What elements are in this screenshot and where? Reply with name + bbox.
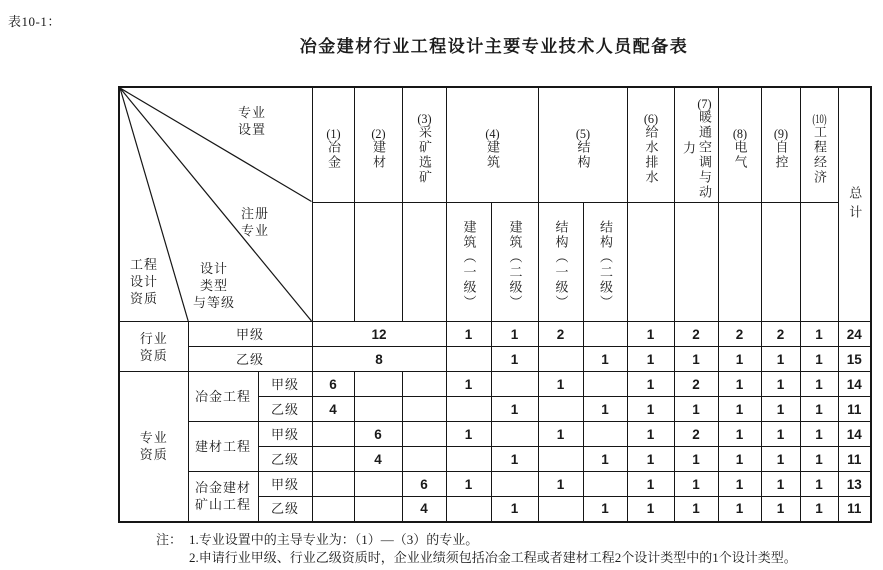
data-cell: 1 bbox=[627, 422, 674, 447]
grade-cell: 甲级 bbox=[188, 322, 312, 347]
data-cell: 1 bbox=[761, 397, 800, 422]
data-cell bbox=[538, 497, 583, 522]
data-cell: 1 bbox=[446, 422, 491, 447]
data-cell: 1 bbox=[718, 347, 761, 372]
footnote-item: 1.专业设置中的主导专业为：（1）—（3）的专业。 bbox=[189, 532, 479, 547]
data-cell: 1 bbox=[627, 372, 674, 397]
empty-header-cell bbox=[800, 203, 838, 322]
grade-cell: 甲级 bbox=[258, 372, 312, 397]
data-cell: 1 bbox=[800, 497, 838, 522]
data-cell: 1 bbox=[491, 347, 538, 372]
data-cell: 1 bbox=[718, 497, 761, 522]
data-cell: 1 bbox=[627, 447, 674, 472]
column-header-automation: (9)自控 bbox=[761, 87, 800, 203]
column-header-building-materials: (2)建材 bbox=[354, 87, 402, 203]
personnel-allocation-table bbox=[118, 86, 872, 523]
column-header-water-supply-drainage: (6)给水排水 bbox=[627, 87, 674, 203]
empty-header-cell bbox=[718, 203, 761, 322]
data-cell: 1 bbox=[800, 422, 838, 447]
grade-cell: 乙级 bbox=[258, 397, 312, 422]
data-cell: 1 bbox=[674, 397, 718, 422]
data-cell: 2 bbox=[674, 322, 718, 347]
subcolumn-header-architecture-grade2: 建筑（二级） bbox=[491, 203, 538, 322]
data-cell bbox=[491, 372, 538, 397]
data-cell bbox=[402, 422, 446, 447]
corner-label-design-type-grade: 设计 类型 与等级 bbox=[192, 261, 235, 310]
data-cell bbox=[354, 372, 402, 397]
data-cell: 6 bbox=[402, 472, 446, 497]
subcolumn-header-structure-grade1: 结构（一级） bbox=[538, 203, 583, 322]
column-header-engineering-economics: (10)工程经济 bbox=[800, 87, 838, 203]
grade-cell: 甲级 bbox=[258, 422, 312, 447]
total-cell: 24 bbox=[838, 322, 871, 347]
data-cell: 1 bbox=[718, 472, 761, 497]
data-cell: 1 bbox=[446, 372, 491, 397]
data-cell bbox=[538, 447, 583, 472]
design-type-mine-engineering: 冶金建材 矿山工程 bbox=[188, 472, 258, 522]
data-cell: 1 bbox=[538, 372, 583, 397]
row-group-professional-qualification: 专业 资质 bbox=[119, 372, 188, 522]
corner-diagonal-cell bbox=[119, 87, 312, 322]
data-cell: 1 bbox=[491, 447, 538, 472]
data-cell: 1 bbox=[761, 422, 800, 447]
data-cell: 1 bbox=[761, 497, 800, 522]
data-cell bbox=[446, 447, 491, 472]
data-cell bbox=[446, 397, 491, 422]
data-cell: 6 bbox=[354, 422, 402, 447]
data-cell: 2 bbox=[538, 322, 583, 347]
data-cell: 1 bbox=[674, 447, 718, 472]
data-cell: 4 bbox=[402, 497, 446, 522]
data-cell bbox=[491, 472, 538, 497]
corner-label-specialty-setup: 专业 设置 bbox=[237, 105, 266, 137]
data-cell: 1 bbox=[583, 497, 627, 522]
data-cell bbox=[446, 347, 491, 372]
grade-cell: 乙级 bbox=[258, 497, 312, 522]
data-cell bbox=[354, 397, 402, 422]
data-cell: 1 bbox=[627, 322, 674, 347]
data-cell: 1 bbox=[718, 372, 761, 397]
data-cell bbox=[402, 447, 446, 472]
data-cell: 1 bbox=[761, 347, 800, 372]
data-cell: 1 bbox=[627, 472, 674, 497]
corner-label-registered-specialty: 注册 专业 bbox=[240, 206, 269, 238]
data-cell: 1 bbox=[761, 447, 800, 472]
data-cell: 1 bbox=[718, 422, 761, 447]
page-title: 冶金建材行业工程设计主要专业技术人员配备表 bbox=[299, 37, 689, 56]
data-cell bbox=[402, 397, 446, 422]
data-cell: 1 bbox=[491, 397, 538, 422]
grade-cell: 乙级 bbox=[188, 347, 312, 372]
data-cell bbox=[312, 472, 354, 497]
footnote-item: 2.申请行业甲级、行业乙级资质时，企业业绩须包括冶金工程或者建材工程2个设计类型中的1个设计类型。 bbox=[189, 550, 797, 565]
data-cell: 1 bbox=[800, 397, 838, 422]
data-cell: 1 bbox=[800, 322, 838, 347]
data-cell: 2 bbox=[674, 372, 718, 397]
data-cell bbox=[491, 422, 538, 447]
column-header-total: 总计 bbox=[838, 87, 871, 322]
total-cell: 14 bbox=[838, 372, 871, 397]
data-cell bbox=[583, 322, 627, 347]
total-cell: 11 bbox=[838, 397, 871, 422]
data-cell: 4 bbox=[312, 397, 354, 422]
total-cell: 14 bbox=[838, 422, 871, 447]
data-cell bbox=[354, 472, 402, 497]
data-cell: 1 bbox=[583, 397, 627, 422]
data-cell: 1 bbox=[674, 497, 718, 522]
column-header-structure: (5)结构 bbox=[538, 87, 627, 203]
data-cell: 1 bbox=[446, 472, 491, 497]
data-cell-merged: 12 bbox=[312, 322, 446, 347]
column-header-electrical: (8)电气 bbox=[718, 87, 761, 203]
data-cell bbox=[583, 372, 627, 397]
data-cell: 1 bbox=[674, 472, 718, 497]
grade-cell: 乙级 bbox=[258, 447, 312, 472]
data-cell: 6 bbox=[312, 372, 354, 397]
empty-header-cell bbox=[354, 203, 402, 322]
data-cell bbox=[583, 472, 627, 497]
data-cell: 2 bbox=[761, 322, 800, 347]
total-cell: 13 bbox=[838, 472, 871, 497]
data-cell: 1 bbox=[491, 322, 538, 347]
data-cell: 1 bbox=[446, 322, 491, 347]
column-header-mining: (3)采矿选矿 bbox=[402, 87, 446, 203]
empty-header-cell bbox=[402, 203, 446, 322]
data-cell: 1 bbox=[491, 497, 538, 522]
data-cell bbox=[583, 422, 627, 447]
empty-header-cell bbox=[312, 203, 354, 322]
design-type-building-materials-engineering: 建材工程 bbox=[188, 422, 258, 472]
data-cell bbox=[312, 497, 354, 522]
empty-header-cell bbox=[761, 203, 800, 322]
data-cell bbox=[446, 497, 491, 522]
data-cell bbox=[312, 447, 354, 472]
data-cell: 1 bbox=[761, 372, 800, 397]
empty-header-cell bbox=[627, 203, 674, 322]
design-type-metallurgy-engineering: 冶金工程 bbox=[188, 372, 258, 422]
data-cell bbox=[538, 397, 583, 422]
data-cell: 1 bbox=[718, 447, 761, 472]
data-cell: 1 bbox=[761, 472, 800, 497]
row-group-industry-qualification: 行业 资质 bbox=[119, 322, 188, 372]
column-header-hvac-power: (7)暖通空调与动力 bbox=[674, 87, 718, 203]
data-cell: 1 bbox=[800, 447, 838, 472]
data-cell: 1 bbox=[718, 397, 761, 422]
empty-header-cell bbox=[674, 203, 718, 322]
table-number-label: 表10-1： bbox=[8, 14, 61, 29]
footnote-label: 注： bbox=[156, 532, 183, 547]
data-cell: 2 bbox=[718, 322, 761, 347]
total-cell: 11 bbox=[838, 497, 871, 522]
data-cell: 1 bbox=[627, 397, 674, 422]
data-cell: 1 bbox=[583, 347, 627, 372]
data-cell: 1 bbox=[538, 472, 583, 497]
data-cell: 4 bbox=[354, 447, 402, 472]
data-cell: 1 bbox=[800, 372, 838, 397]
corner-label-engineering-design-qualification: 工程 设计 资质 bbox=[129, 257, 158, 306]
footnotes bbox=[156, 531, 876, 567]
column-header-metallurgy: (1)冶金 bbox=[312, 87, 354, 203]
total-cell: 11 bbox=[838, 447, 871, 472]
grade-cell: 甲级 bbox=[258, 472, 312, 497]
total-cell: 15 bbox=[838, 347, 871, 372]
subcolumn-header-architecture-grade1: 建筑（一级） bbox=[446, 203, 491, 322]
data-cell bbox=[538, 347, 583, 372]
data-cell: 1 bbox=[627, 497, 674, 522]
column-header-architecture: (4)建筑 bbox=[446, 87, 538, 203]
data-cell: 1 bbox=[800, 472, 838, 497]
data-cell bbox=[402, 372, 446, 397]
data-cell: 1 bbox=[627, 347, 674, 372]
data-cell: 1 bbox=[538, 422, 583, 447]
data-cell: 2 bbox=[674, 422, 718, 447]
data-cell: 1 bbox=[583, 447, 627, 472]
data-cell: 1 bbox=[674, 347, 718, 372]
data-cell: 1 bbox=[800, 347, 838, 372]
data-cell-merged: 8 bbox=[312, 347, 446, 372]
subcolumn-header-structure-grade2: 结构（二级） bbox=[583, 203, 627, 322]
data-cell bbox=[312, 422, 354, 447]
data-cell bbox=[354, 497, 402, 522]
